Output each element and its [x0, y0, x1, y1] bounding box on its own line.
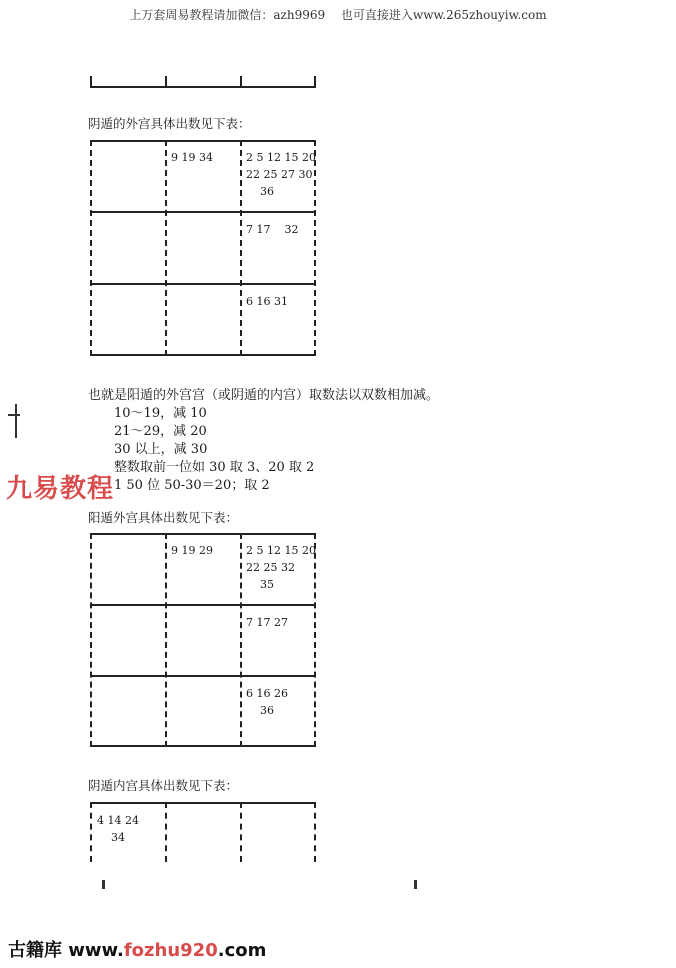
table-cell: 6 16 26 36	[246, 687, 288, 717]
number-table-yang-outer	[90, 533, 316, 747]
table-cell: 2 5 12 15 20 22 25 32 35	[246, 544, 316, 591]
watermark-header: 上万套周易教程请加微信：azh9969 也可直接进入www.265zhouyiw.com	[129, 8, 547, 22]
site-footer	[8, 936, 266, 962]
table-cell: 7 17 32	[246, 223, 299, 236]
number-table-yin-inner	[90, 802, 316, 862]
number-table-yin-outer	[90, 140, 316, 356]
table-cell: 4 14 24 34	[97, 814, 139, 844]
table-cell: 2 5 12 15 20 22 25 27 30 36	[246, 151, 316, 198]
explanation-line: 整数取前一位如 30 取 3、20 取 2	[114, 460, 315, 475]
table-cell: 9 19 29	[171, 544, 213, 557]
table-caption: 阴遁的外宫具体出数见下表：	[88, 116, 251, 131]
table-cell: 9 19 34	[171, 151, 213, 164]
brand-watermark: 九易教程	[6, 474, 115, 504]
footer-accent: fozhu920	[123, 940, 218, 961]
scan-mark	[15, 404, 17, 438]
explanation-line: 1 50 位 50-30＝20；取 2	[114, 478, 270, 493]
table-caption: 阴遁内宫具体出数见下表：	[88, 778, 239, 793]
scan-mark	[8, 414, 20, 416]
footer-suffix: .com	[217, 940, 267, 961]
table-cell: 6 16 31	[246, 295, 288, 308]
explanation-line: 10～19，减 10	[114, 406, 207, 421]
table-cell: 7 17 27	[246, 616, 288, 629]
scan-mark	[102, 880, 105, 889]
explanation-line: 21～29，减 20	[114, 424, 207, 439]
footer-prefix: 古籍库 www.	[8, 940, 124, 961]
explanation-line: 30 以上，减 30	[114, 442, 208, 457]
explanation-intro: 也就是阳遁的外宫宫（或阴遁的内宫）取数法以双数相加减。	[88, 388, 440, 403]
table-caption: 阳遁外宫具体出数见下表：	[88, 510, 239, 525]
scan-mark	[414, 880, 417, 889]
table-fragment-top	[90, 76, 316, 90]
